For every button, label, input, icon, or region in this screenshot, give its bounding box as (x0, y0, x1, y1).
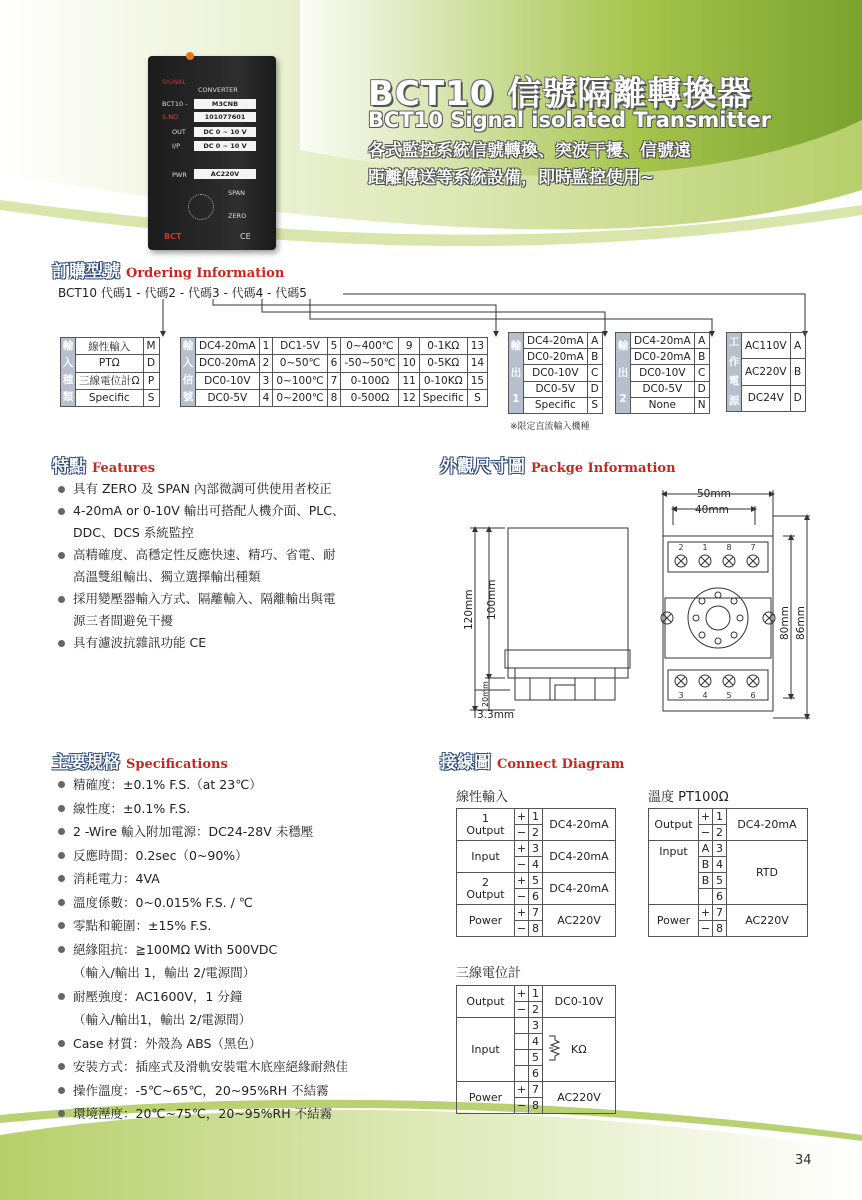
list-item: 源三者間避免干擾 (73, 613, 174, 628)
product-serial-value: 101077601 (194, 112, 256, 122)
output2-table (615, 332, 710, 414)
product-ip-value: DC 0 ~ 10 V (194, 141, 256, 151)
list-item: 精確度：±0.1% F.S.（at 23℃） (55, 773, 435, 797)
product-pwr-label: PWR (172, 171, 187, 179)
pot-sign-7: + (515, 1082, 529, 1098)
power-label: Power (457, 905, 515, 937)
category-char: 源 (728, 394, 740, 407)
terminal-6: 6 (529, 889, 543, 905)
pt-sign-8: − (699, 921, 713, 937)
option-code: 1 (259, 338, 273, 355)
option-code: 12 (399, 389, 419, 406)
order-row (616, 397, 710, 413)
order-row (509, 349, 603, 365)
order-row (616, 381, 710, 397)
product-pwr-value: AC220V (194, 169, 256, 179)
category-label (181, 338, 196, 407)
category-char: 出 (617, 366, 629, 379)
option-code: 13 (467, 338, 487, 355)
product-image (148, 56, 276, 250)
list-item: 操作溫度：-5℃~65℃，20~95%RH 不結霧 (55, 1079, 435, 1103)
option-value: AC220V (742, 359, 791, 385)
option-value: DC0-5V (631, 381, 695, 397)
option-value: 0-500Ω (341, 389, 399, 406)
list-item: 4-20mA or 0-10V 輸出可搭配人機介面、PLC、 (55, 500, 425, 522)
option-value: -50~50℃ (341, 355, 399, 372)
specs-list (55, 773, 435, 1126)
option-code: A (694, 333, 709, 349)
pot-power-value: AC220V (543, 1082, 616, 1114)
list-item: （輸入/輸出1，輸出 2/電源間） (73, 1012, 252, 1027)
dimension-drawing (455, 480, 815, 725)
order-row (616, 333, 710, 349)
list-item: DDC、DCS 系統監控 (73, 525, 194, 540)
dim-120mm: 120mm (463, 589, 475, 630)
pt-sign-5: B (699, 873, 713, 889)
ordering-heading-zh: 訂購型號 (52, 262, 120, 282)
pot-terminal-3: 3 (529, 1018, 543, 1034)
specs-heading-zh: 主要規格 (52, 753, 120, 773)
description-line-1: 各式監控系統信號轉換、突波干擾、信號遠 (368, 141, 691, 161)
dim-3-3mm: 3.3mm (477, 709, 515, 721)
pot-sign-4 (515, 1034, 529, 1050)
package-heading-zh: 外觀尺寸圖 (440, 457, 525, 477)
features-heading-en: Features (92, 461, 156, 476)
option-code: C (694, 365, 709, 381)
order-row (509, 365, 603, 381)
list-item: 溫度係數：0~0.015% F.S. / ℃ (55, 891, 435, 915)
option-code: D (790, 385, 805, 411)
list-item: Case 材質：外殼為 ABS（黑色） (55, 1032, 435, 1056)
pot-sign-1: + (515, 986, 529, 1002)
option-value: None (631, 397, 695, 413)
input-label: Input (457, 841, 515, 873)
option-code: 10 (399, 355, 419, 372)
option-code: 8 (327, 389, 341, 406)
pt-output-value: DC4-20mA (727, 809, 808, 841)
list-item: 耐壓強度：AC1600V，1 分鐘 (55, 985, 435, 1009)
option-value: DC1-5V (273, 338, 327, 355)
category-label (727, 333, 742, 412)
terminal-5: 5 (529, 873, 543, 889)
terminal-2: 2 (529, 825, 543, 841)
category-char: 入 (182, 357, 194, 369)
category-char: 輸 (62, 340, 74, 352)
terminal-label-7: 7 (750, 543, 756, 552)
terminal-7: 7 (529, 905, 543, 921)
product-type: CONVERTER (198, 86, 238, 94)
trim-dial-icon (188, 194, 214, 220)
option-value: DC4-20mA (524, 333, 588, 349)
terminal-label-4: 4 (702, 691, 708, 700)
out2-label: Output (466, 887, 505, 901)
product-logo: BCT (164, 232, 182, 241)
option-code: B (587, 349, 602, 365)
product-brand: SIGNAL (162, 78, 187, 86)
category-label (616, 333, 631, 414)
option-code: 7 (327, 372, 341, 389)
pt-sign-3: A (699, 841, 713, 857)
order-row (181, 338, 488, 355)
description-line-2: 距離傳送等系統設備，即時監控使用~ (368, 168, 655, 188)
power-value: AC220V (543, 905, 616, 937)
category-char: 出 (510, 366, 522, 379)
order-row (181, 372, 488, 389)
option-value: DC0-20mA (196, 355, 260, 372)
pt-sign-4: B (699, 857, 713, 873)
pot-terminal-8: 8 (529, 1098, 543, 1114)
order-row (61, 389, 160, 406)
specs-heading (52, 748, 228, 773)
order-code: BCT10 代碼1 - 代碼2 - 代碼3 - 代碼4 - 代碼5 (58, 286, 307, 300)
order-row (61, 355, 160, 372)
pt-sign-2: − (699, 825, 713, 841)
list-item: 線性度：±0.1% F.S. (55, 797, 435, 821)
option-code: 15 (467, 372, 487, 389)
pot-input-value: KΩ (571, 1043, 587, 1056)
features-heading-zh: 特點 (52, 457, 86, 477)
list-item: 零點和範圍：±15% F.S. (55, 914, 435, 938)
order-code-arrows (0, 280, 862, 340)
order-row (509, 381, 603, 397)
category-char: 信 (182, 374, 194, 386)
category-char: 種 (62, 374, 74, 386)
pt100-title: 溫度 PT100Ω (648, 790, 729, 805)
pot-sign-6 (515, 1066, 529, 1082)
product-span-label: SPAN (228, 189, 245, 197)
category-label (61, 338, 76, 407)
pt-terminal-8: 8 (713, 921, 727, 937)
pt100-wiring (648, 808, 808, 937)
list-item: 高精確度、高穩定性反應快速、精巧、省電、耐 (55, 544, 425, 566)
dim-20mm: 20mm (481, 681, 490, 707)
option-value: Specific (524, 397, 588, 413)
category-char: 電 (728, 375, 740, 387)
pt-terminal-6: 6 (713, 889, 727, 905)
category-char: 作 (728, 355, 740, 368)
option-code: S (587, 397, 602, 413)
page-description (368, 138, 788, 192)
category-char: 號 (182, 391, 194, 403)
connect-heading-en: Connect Diagram (497, 757, 625, 772)
pt-input-label: Input (649, 841, 699, 905)
potentiometer-title: 三線電位計 (456, 966, 522, 981)
resistor-icon (549, 1028, 571, 1071)
option-code: 5 (327, 338, 341, 355)
ordering-heading-en: Ordering Information (126, 266, 285, 281)
sign-4: − (515, 857, 529, 873)
dim-86mm: 86mm (795, 606, 807, 640)
option-value: 0-1KΩ (419, 338, 467, 355)
list-item: 安裝方式：插座式及滑軌安裝電木底座絕緣耐熱佳 (55, 1055, 435, 1079)
terminal-4: 4 (529, 857, 543, 873)
option-value: DC0-5V (524, 381, 588, 397)
option-value: DC0-5V (196, 389, 260, 406)
option-value: DC0-20mA (524, 349, 588, 365)
sign-6: − (515, 889, 529, 905)
list-item: 消耗電力：4VA (55, 867, 435, 891)
pot-sign-8: − (515, 1098, 529, 1114)
terminal-3: 3 (529, 841, 543, 857)
option-value: DC0-10V (524, 365, 588, 381)
ce-mark: CE (240, 232, 251, 241)
category-char: 輸 (510, 340, 522, 352)
option-code: 11 (399, 372, 419, 389)
features-list (55, 478, 425, 654)
out2-value: DC4-20mA (543, 873, 616, 905)
pt-terminal-1: 1 (713, 809, 727, 825)
dim-100mm: 100mm (486, 579, 498, 620)
terminal-8: 8 (529, 921, 543, 937)
ordering-heading (52, 257, 284, 282)
option-code: C (587, 365, 602, 381)
option-value: AC110V (742, 333, 791, 359)
order-row (61, 372, 160, 389)
sign-5: + (515, 873, 529, 889)
pot-sign-5 (515, 1050, 529, 1066)
pt-power-value: AC220V (727, 905, 808, 937)
order-row (61, 338, 160, 355)
product-model-value: M3CNB (194, 99, 256, 109)
option-value: 線性輸入 (76, 338, 144, 355)
sign-3: + (515, 841, 529, 857)
option-value: DC4-20mA (196, 338, 260, 355)
terminal-1: 1 (529, 809, 543, 825)
terminal-label-2: 2 (678, 543, 684, 552)
category-char: 工 (728, 336, 740, 348)
terminal-label-1: 1 (702, 543, 708, 552)
option-value: 0~400℃ (341, 338, 399, 355)
list-item: 環境溼度：20℃~75℃，20~95%RH 不結霧 (55, 1102, 435, 1126)
category-char: 入 (62, 357, 74, 369)
input-value: DC4-20mA (543, 841, 616, 873)
option-code: 6 (327, 355, 341, 372)
pot-terminal-2: 2 (529, 1002, 543, 1018)
list-item: 絕緣阻抗：≧100MΩ With 500VDC (55, 938, 435, 962)
product-out-label: OUT (172, 128, 186, 136)
pot-terminal-6: 6 (529, 1066, 543, 1082)
pt-power-label: Power (649, 905, 699, 937)
pt-sign-6 (699, 889, 713, 905)
list-item: 高溫雙組輸出、獨立選擇輸出種類 (73, 569, 261, 584)
option-value: DC0-10V (631, 365, 695, 381)
list-item: 具有濾波抗雜訊功能 CE (55, 632, 425, 654)
option-value: 0-10KΩ (419, 372, 467, 389)
option-value: DC0-10V (196, 372, 260, 389)
option-value: DC4-20mA (631, 333, 695, 349)
option-code: D (694, 381, 709, 397)
terminal-label-6: 6 (750, 691, 756, 700)
linear-input-title: 線性輸入 (456, 790, 509, 805)
sign-7: + (515, 905, 529, 921)
features-heading (52, 452, 155, 477)
option-value: PTΩ (76, 355, 144, 372)
order-row (616, 365, 710, 381)
input-signal-table (180, 337, 488, 407)
option-code: B (790, 359, 805, 385)
option-code: 4 (259, 389, 273, 406)
list-item: 具有 ZERO 及 SPAN 內部微調可供使用者校正 (55, 478, 425, 500)
out2-number: 2 (482, 875, 489, 889)
out1-number: 1 (482, 811, 489, 825)
pot-terminal-1: 1 (529, 986, 543, 1002)
status-led-icon (186, 52, 194, 60)
order-row (181, 355, 488, 372)
linear-input-wiring (456, 808, 616, 937)
order-footnote: ※限定直流輸入機種 (510, 422, 590, 432)
pot-terminal-5: 5 (529, 1050, 543, 1066)
option-value: 0-100Ω (341, 372, 399, 389)
dim-80mm: 80mm (779, 606, 791, 640)
option-code: 14 (467, 355, 487, 372)
package-heading-en: Packge Information (531, 461, 676, 476)
sign-1: + (515, 809, 529, 825)
pt-terminal-3: 3 (713, 841, 727, 857)
category-char: 輸 (617, 340, 629, 352)
pot-output-value: DC0-10V (543, 986, 616, 1018)
dim-40mm: 40mm (695, 504, 729, 516)
option-code: D (587, 381, 602, 397)
option-code: S (467, 389, 487, 406)
option-value: DC24V (742, 385, 791, 411)
option-code: B (694, 349, 709, 365)
order-row (509, 333, 603, 349)
package-heading (440, 452, 676, 477)
pt-output-label: Output (649, 809, 699, 841)
list-item: 採用變壓器輸入方式、隔離輸入、隔離輸出與電 (55, 588, 425, 610)
terminal-label-3: 3 (678, 691, 684, 700)
pt-input-value: RTD (727, 841, 808, 905)
option-value: Specific (76, 389, 144, 406)
order-row (509, 397, 603, 413)
order-row (727, 333, 806, 359)
category-label (509, 333, 524, 414)
list-item: 2 -Wire 輸入附加電源：DC24-28V 未穩壓 (55, 820, 435, 844)
output1-table (508, 332, 603, 414)
product-ip-label: I/P (172, 142, 181, 150)
out1-value: DC4-20mA (543, 809, 616, 841)
option-code: 3 (259, 372, 273, 389)
pot-power-label: Power (457, 1082, 515, 1114)
pot-terminal-7: 7 (529, 1082, 543, 1098)
option-code: S (143, 389, 159, 406)
connect-heading-zh: 接線圖 (440, 753, 491, 773)
pot-terminal-4: 4 (529, 1034, 543, 1050)
product-zero-label: ZERO (228, 212, 247, 220)
category-char: 類 (62, 391, 74, 403)
dim-50mm: 50mm (697, 488, 731, 500)
product-out-value: DC 0 ~ 10 V (194, 127, 256, 137)
list-item: 反應時間：0.2sec（0~90%） (55, 844, 435, 868)
power-table (726, 332, 806, 412)
option-code: A (790, 333, 805, 359)
product-serial-label: S.NO (162, 113, 179, 121)
category-char: 2 (619, 393, 627, 406)
option-code: M (143, 338, 159, 355)
sign-2: − (515, 825, 529, 841)
specs-heading-en: Specifications (126, 757, 228, 772)
option-value: 三線電位計Ω (76, 372, 144, 389)
product-model-label: BCT10 - (162, 100, 188, 108)
category-char: 輸 (182, 340, 194, 352)
option-value: 0~200℃ (273, 389, 327, 406)
page-number: 34 (795, 1153, 812, 1168)
pt-terminal-5: 5 (713, 873, 727, 889)
option-value: 0~100℃ (273, 372, 327, 389)
potentiometer-wiring (456, 985, 616, 1114)
sign-8: − (515, 921, 529, 937)
pt-sign-7: + (699, 905, 713, 921)
out1-label: Output (466, 823, 505, 837)
option-value: 0~50℃ (273, 355, 327, 372)
order-row (181, 389, 488, 406)
terminal-label-8: 8 (726, 543, 732, 552)
page-title: BCT10 信號隔離轉換器 (368, 74, 753, 114)
option-value: DC0-20mA (631, 349, 695, 365)
option-value: Specific (419, 389, 467, 406)
terminal-label-5: 5 (726, 691, 732, 700)
pt-terminal-4: 4 (713, 857, 727, 873)
option-code: P (143, 372, 159, 389)
pt-terminal-2: 2 (713, 825, 727, 841)
list-item: （輸入/輸出 1，輸出 2/電源間） (73, 965, 256, 980)
pot-sign-3 (515, 1018, 529, 1034)
order-row (616, 349, 710, 365)
pot-output-label: Output (457, 986, 515, 1018)
option-code: 2 (259, 355, 273, 372)
option-code: N (694, 397, 709, 413)
input-type-table (60, 337, 160, 407)
category-char: 1 (512, 393, 520, 406)
page-subtitle: BCT10 Signal isolated Transmitter (368, 108, 772, 132)
pot-sign-2: − (515, 1002, 529, 1018)
option-code: A (587, 333, 602, 349)
pt-sign-1: + (699, 809, 713, 825)
pt-terminal-7: 7 (713, 905, 727, 921)
pot-input-label: Input (457, 1018, 515, 1082)
connect-heading (440, 748, 624, 773)
option-value: 0-5KΩ (419, 355, 467, 372)
option-code: D (143, 355, 159, 372)
option-code: 9 (399, 338, 419, 355)
